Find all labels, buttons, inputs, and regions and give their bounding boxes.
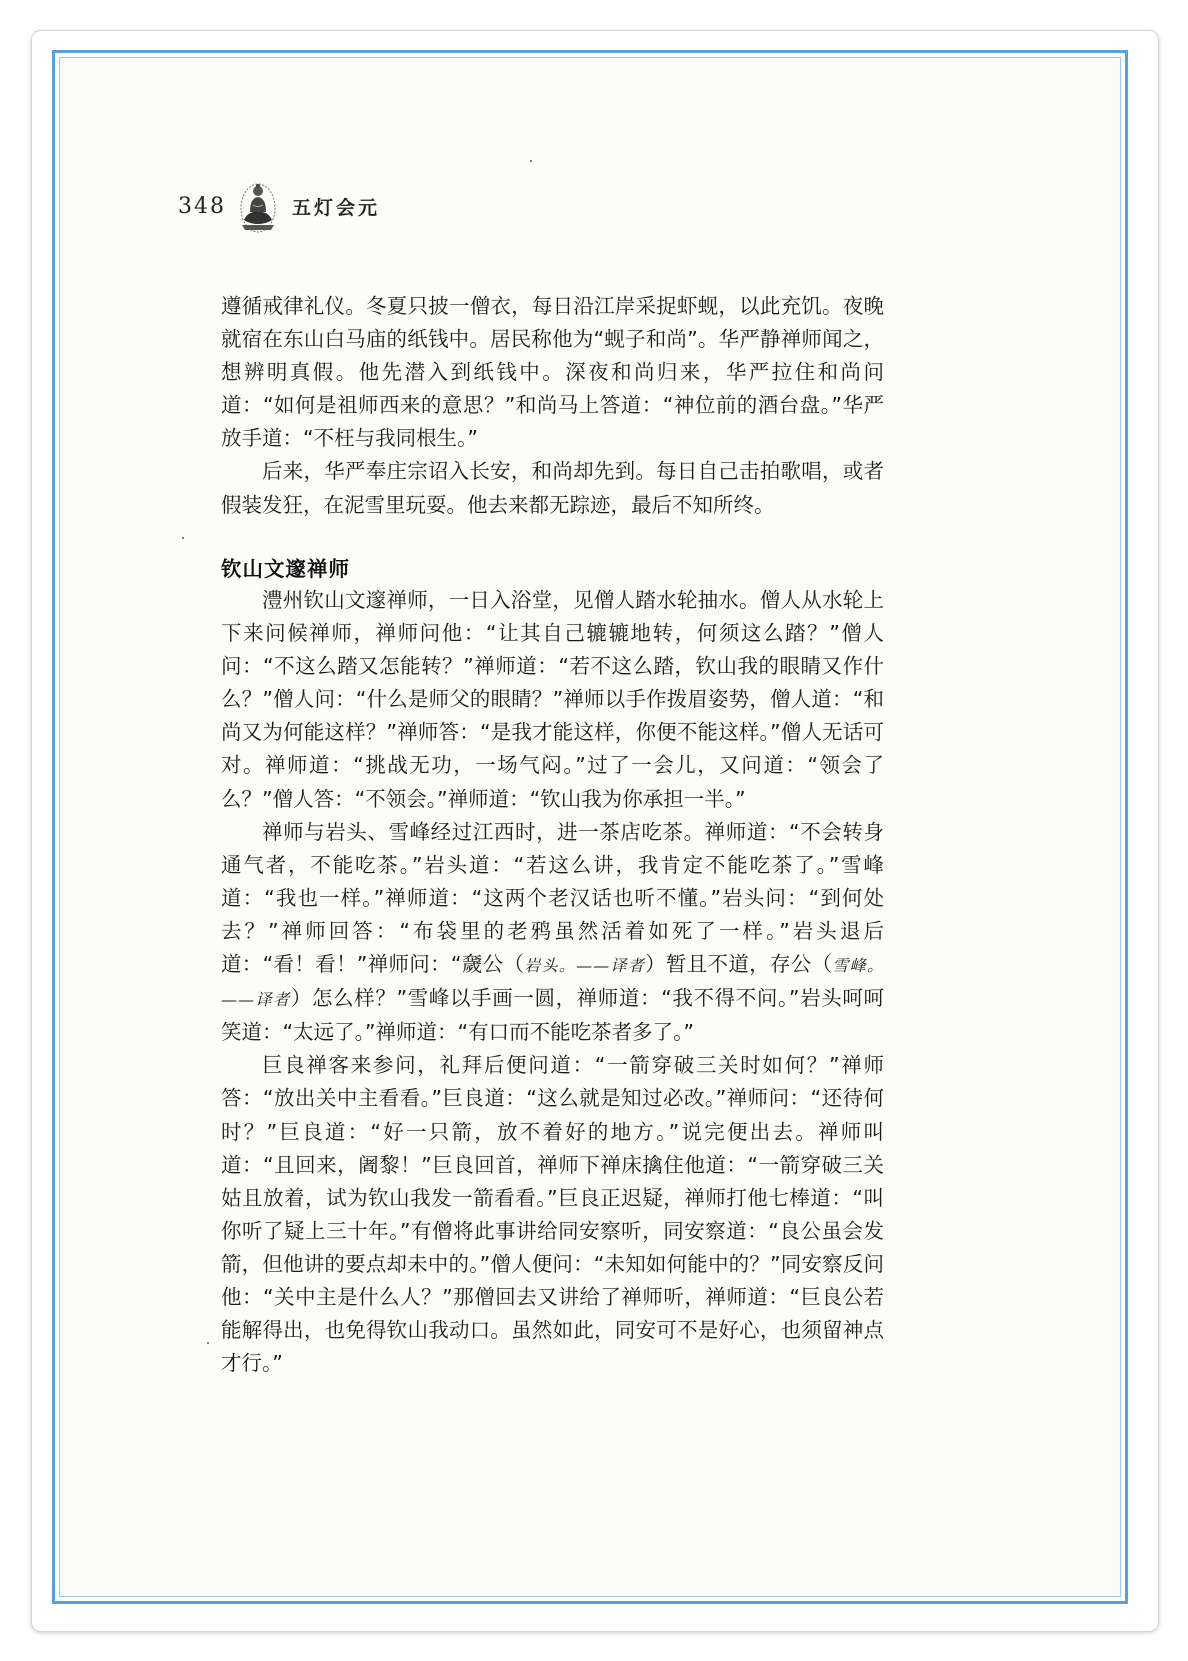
scan-speck (530, 160, 532, 162)
body-paragraph (221, 816, 884, 1050)
paragraph-segment: ）怎么样？”雪峰以手画一圆，禅师道：“我不得不问。”岩头呵呵笑道：“太远了。”禅师道：“有口而不能吃茶者多了。” (221, 986, 884, 1045)
scan-speck (182, 537, 184, 539)
translator-note: 雪峰。——译者 (221, 956, 884, 1010)
paragraph-segment: ）暂且不道，存公（ (645, 952, 833, 977)
scan-speck (207, 1342, 209, 1344)
body-paragraph: 巨良禅客来参问，礼拜后便问道：“一箭穿破三关时如何？”禅师答：“放出关中主看看。”巨良道：“这么就是知过必改。”禅师问：“还待何时？”巨良道：“好一只箭，放不着好的地方。”说完便出去。禅师叫道：“且回来，阇黎！”巨良回首，禅师下禅床擒住他道：“一箭穿破三关姑且放着，试为钦山我发一箭看看。”巨良正迟疑，禅师打他七棒道：“叫你听了疑上三十年。”有僧将此事讲给同安察听，同安察道：“良公虽会发箭，但他讲的要点却未中的。”僧人便问：“未知如何能中的？”同安察反问他：“关中主是什么人？”那僧回去又讲给了禅师听，禅师道：“巨良公若能解得出，也免得钦山我动口。虽然如此，同安可不是好心，也须留神点才行。” (221, 1053, 884, 1376)
body-paragraph: 澧州钦山文邃禅师，一日入浴堂，见僧人踏水轮抽水。僧人从水轮上下来问候禅师，禅师问他：“让其自己辘辘地转，何须这么踏？”僧人问：“不这么踏又怎能转？”禅师道：“若不这么踏，钦山我的眼睛又作什么？”僧人问：“什么是师父的眼睛？”禅师以手作拨眉姿势，僧人道：“和尚又为何能这样？”禅师答：“是我才能这样，你便不能这样。”僧人无话可对。禅师道：“挑战无功，一场气闷。”过了一会儿，又问道：“领会了么？”僧人答：“不领会。”禅师道：“钦山我为你承担一半。” (221, 588, 884, 811)
translator-note: 岩头。——译者 (524, 956, 646, 976)
seated-buddha-icon (238, 178, 278, 234)
intro-paragraph: 遵循戒律礼仪。冬夏只披一僧衣，每日沿江岸采捉虾蚬，以此充饥。夜晚就宿在东山白马庙的纸钱中。居民称他为“蚬子和尚”。华严静禅师闻之，想辨明真假。他先潜入到纸钱中。深夜和尚归来，华严拉住和尚问道：“如何是祖师西来的意思？”和尚马上答道：“神位前的酒台盘。”华严放手道：“不枉与我同根生。” (221, 294, 884, 451)
section-heading: 钦山文邃禅师 (221, 557, 350, 581)
page-number: 348 (178, 193, 226, 219)
paragraph-segment: 禅师与岩头、雪峰经过江西时，进一茶店吃茶。禅师道：“不会转身通气者，不能吃茶。”岩头道：“若这么讲，我肯定不能吃茶了。”雪峰道：“我也一样。”禅师道：“这两个老汉话也听不懂。”岩头问：“到何处去？”禅师回答：“布袋里的老鸦虽然活着如死了一样。”岩头退后道：“看！看！”禅师问：“奯公（ (221, 819, 884, 977)
intro-paragraph: 后来，华严奉庄宗诏入长安，和尚却先到。每日自己击拍歌唱，或者假装发狂，在泥雪里玩耍。他去来都无踪迹，最后不知所终。 (221, 459, 884, 517)
section-text (221, 584, 884, 1380)
book-title: 五灯会元 (292, 196, 381, 219)
running-header (178, 178, 380, 234)
intro-text (221, 290, 884, 522)
